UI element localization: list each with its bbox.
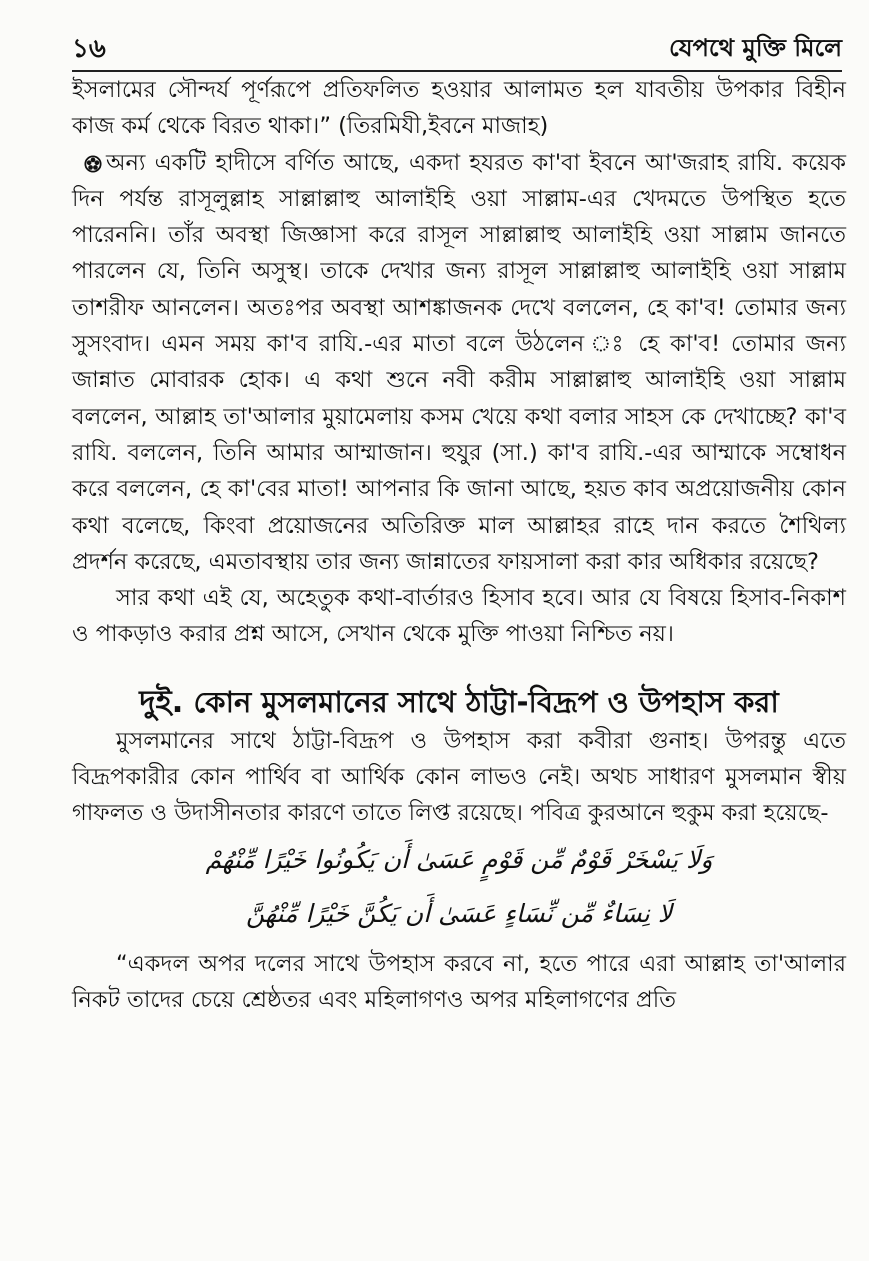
flower-bullet-icon [84,148,108,172]
page-body [72,72,846,1018]
arabic-verse-line-2: لَا نِسَاءٌ مِّن نِّسَاءٍ عَسَىٰ أَن يَكُنَّ خَيْرًا مِّنْهُنَّ [246,898,672,928]
section-heading [72,681,846,723]
paragraph-4: মুসলমানের সাথে ঠাট্টা-বিদ্রূপ ও উপহাস করা কবীরা গুনাহ। উপরন্তু এতে বিদ্রূপকারীর কোন পার্থিব বা আর্থিক কোন লাভও নেই। অথচ সাধারণ মুসলমান স্বীয় গাফলত ও উদাসীনতার কারণে তাতে লিপ্ত রয়েছে। পবিত্র কুরআনে হুকুম করা হয়েছে- [72,727,846,827]
running-title: যেপথে মুক্তি মিলে [669,34,842,62]
paragraph-5-translation: “একদল অপর দলের সাথে উপহাস করবে না, হতে পারে এরা আল্লাহ তা'আলার নিকট তাদের চেয়ে শ্রেষ্ঠতর এবং মহিলাগণও অপর মহিলাগণের প্রতি [72,950,846,1013]
page-header [72,26,842,72]
page-number: ১৬ [72,34,106,64]
paragraph-2 [72,145,846,581]
section-number: দুই. [139,683,184,720]
paragraph-3: সার কথা এই যে, অহেতুক কথা-বার্তারও হিসাব হবে। আর যে বিষয়ে হিসাব-নিকাশ ও পাকড়াও করার প্রশ্ন আসে, সেখান থেকে মুক্তি পাওয়া নিশ্চিত নয়। [72,585,846,648]
paragraph-1: ইসলামের সৌন্দর্য পূর্ণরূপে প্রতিফলিত হওয়ার আলামত হল যাবতীয় উপকার বিহীন কাজ কর্ম থেকে বিরত থাকা।” (তিরমিযী,ইবনে মাজাহ) [72,77,846,140]
arabic-verse-line-1: وَلَا يَسْخَرْ قَوْمٌ مِّن قَوْمٍ عَسَىٰ أَن يَكُونُوا خَيْرًا مِّنْهُمْ [205,844,713,874]
section-title: কোন মুসলমানের সাথে ঠাট্টা-বিদ্রূপ ও উপহাস করা [193,684,779,719]
paragraph-2-text: অন্য একটি হাদীসে বর্ণিত আছে, একদা হযরত কা'বা ইবনে আ'জরাহ রাযি. কয়েক দিন পর্যন্ত রাসূলুল্লাহ সাল্লাল্লাহু আলাইহি ওয়া সাল্লাম-এর খেদমতে উপস্থিত হতে পারেননি। তাঁর অবস্থা জিজ্ঞাসা করে রাসূল সাল্লাল্লাহু আলাইহি ওয়া সাল্লাম জানতে পারলেন যে, তিনি অসুস্থ। তাকে দেখার জন্য রাসূল সাল্লাল্লাহু আলাইহি ওয়া সাল্লাম তাশরীফ আনলেন। অতঃপর অবস্থা আশঙ্কাজনক দেখে বললেন, হে কা'ব! তোমার জন্য সুসংবাদ। এমন সময় কা'ব রাযি.-এর মাতা বলে উঠলেন ঃ হে কা'ব! তোমার জন্য জান্নাত মোবারক হোক। এ কথা শুনে নবী করীম সাল্লাল্লাহু আলাইহি ওয়া সাল্লাম বললেন, আল্লাহ তা'আলার মুয়ামেলায় কসম খেয়ে কথা বলার সাহস কে দেখাচ্ছে? কা'ব রাযি. বললেন, তিনি আমার আম্মাজান। হুযুর (সা.) কা'ব রাযি.-এর আম্মাকে সম্বোধন করে বললেন, হে কা'বের মাতা! আপনার কি জানা আছে, হয়ত কাব অপ্রয়োজনীয় কোন কথা বলেছে, কিংবা প্রয়োজনের অতিরিক্ত মাল আল্লাহর রাহে দান করতে শৈথিল্য প্রদর্শন করেছে, এমতাবস্থায় তার জন্য জান্নাতের ফায়সালা করা কার অধিকার রয়েছে? [72,149,846,575]
